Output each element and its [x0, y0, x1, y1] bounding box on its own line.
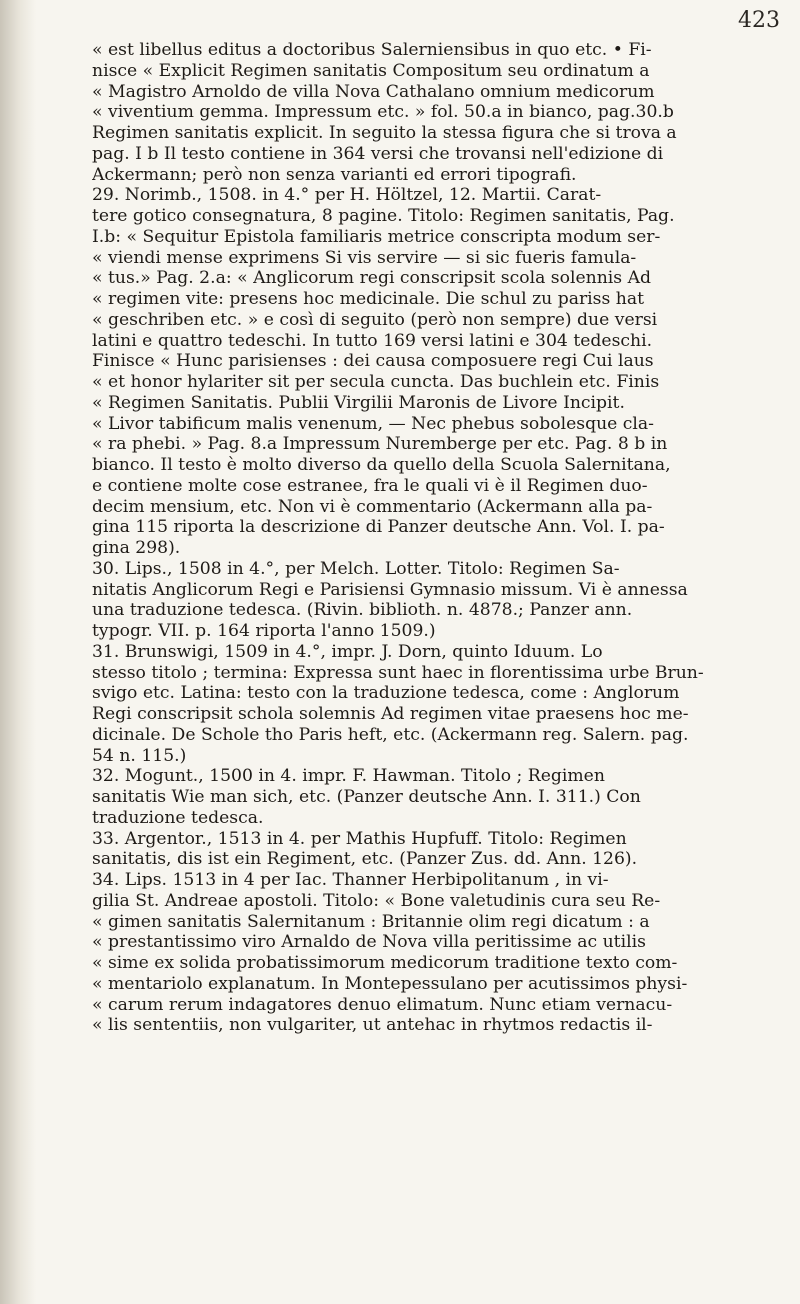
text-line: « tus.» Pag. 2.a: « Anglicorum regi conscripsit scola solennis Ad — [92, 268, 651, 289]
text-line: « geschriben etc. » e così di seguito (però non sempre) due versi — [92, 309, 658, 330]
text-line: nisce « Explicit Regimen sanitatis Compositum seu ordinatum a — [92, 60, 650, 81]
page-text-block — [92, 40, 792, 1036]
text-line: una traduzione tedesca. (Rivin. biblioth. n. 4878.; Panzer ann. — [92, 600, 633, 621]
text-line: typogr. VII. p. 164 riporta l'anno 1509.) — [92, 621, 436, 641]
text-line: I.b: « Sequitur Epistola familiaris metrice conscripta modum ser- — [92, 226, 661, 247]
text-line: gilia St. Andreae apostoli. Titolo: « Bone valetudinis cura seu Re- — [92, 890, 661, 911]
text-line: latini e quattro tedeschi. In tutto 169 versi latini e 304 tedeschi. — [92, 330, 653, 351]
page-number: 423 — [738, 8, 780, 33]
text-line: 29. Norimb., 1508. in 4.° per H. Höltzel, 12. Martii. Carat- — [92, 185, 602, 206]
text-line: gina 298). — [92, 538, 181, 558]
text-line: tere gotico consegnatura, 8 pagine. Titolo: Regimen sanitatis, Pag. — [92, 206, 675, 226]
text-line: « prestantissimo viro Arnaldo de Nova villa peritissime ac utilis — [92, 932, 646, 953]
text-line: 34. Lips. 1513 in 4 per Iac. Thanner Herbipolitanum , in vi- — [92, 870, 609, 890]
text-line: Finisce « Hunc parisienses : dei causa composuere regi Cui laus — [92, 351, 654, 372]
text-line: 32. Mogunt., 1500 in 4. impr. F. Hawman. Titolo ; Regimen — [92, 766, 605, 787]
text-line: Regimen sanitatis explicit. In seguito la stessa figura che si trova a — [92, 123, 677, 143]
text-line: sanitatis, dis ist ein Regiment, etc. (Panzer Zus. dd. Ann. 126). — [92, 849, 638, 870]
text-line: « Magistro Arnoldo de villa Nova Cathalano omnium medicorum — [92, 81, 655, 102]
text-line: « regimen vite: presens hoc medicinale. Die schul zu pariss hat — [92, 289, 644, 309]
text-line: « Regimen Sanitatis. Publii Virgilii Maronis de Livore Incipit. — [92, 392, 625, 413]
text-line: traduzione tedesca. — [92, 807, 264, 828]
text-line: « est libellus editus a doctoribus Salerniensibus in quo etc. • Fi- — [92, 40, 652, 60]
text-line: « mentariolo explanatum. In Montepessulano per acutissimos physi- — [92, 973, 688, 994]
text-line: decim mensium, etc. Non vi è commentario (Ackermann alla pa- — [92, 496, 653, 517]
text-line: 54 n. 115.) — [92, 745, 187, 766]
text-line: « viventium gemma. Impressum etc. » fol. 50.a in bianco, pag.30.b — [92, 102, 674, 123]
text-line: « lis sententiis, non vulgariter, ut antehac in rhytmos redactis il- — [92, 1015, 653, 1036]
text-line: 31. Brunswigi, 1509 in 4.°, impr. J. Dorn, quinto Iduum. Lo — [92, 641, 603, 662]
text-line: nitatis Anglicorum Regi e Parisiensi Gymnasio missum. Vi è annessa — [92, 579, 688, 600]
text-line: « sime ex solida probatissimorum medicorum traditione texto com- — [92, 953, 678, 973]
text-line: 33. Argentor., 1513 in 4. per Mathis Hupfuff. Titolo: Regimen — [92, 828, 627, 849]
text-line: svigo etc. Latina: testo con la traduzione tedesca, come : Anglorum — [92, 683, 680, 704]
book-spine-shadow — [0, 0, 36, 1304]
text-line: sanitatis Wie man sich, etc. (Panzer deutsche Ann. I. 311.) Con — [92, 787, 641, 807]
text-line: gina 115 riporta la descrizione di Panzer deutsche Ann. Vol. I. pa- — [92, 517, 665, 538]
text-line: « Livor tabificum malis venenum, — Nec phebus sobolesque cla- — [92, 413, 654, 434]
text-line: e contiene molte cose estranee, fra le quali vi è il Regimen duo- — [92, 475, 648, 496]
text-line: « ra phebi. » Pag. 8.a Impressum Nuremberge per etc. Pag. 8 b in — [92, 434, 668, 455]
text-line: « et honor hylariter sit per secula cuncta. Das buchlein etc. Finis — [92, 372, 660, 392]
text-line: dicinale. De Schole tho Paris heft, etc. (Ackermann reg. Salern. pag. — [92, 724, 689, 745]
text-line: « gimen sanitatis Salernitanum : Britannie olim regi dicatum : a — [92, 911, 650, 932]
text-line: « viendi mense exprimens Si vis servire — si sic fueris famula- — [92, 247, 637, 268]
text-line: Ackermann; però non senza varianti ed errori tipografi. — [92, 164, 577, 185]
text-line: 30. Lips., 1508 in 4.°, per Melch. Lotter. Titolo: Regimen Sa- — [92, 558, 620, 579]
text-line: Regi conscripsit schola solemnis Ad regimen vitae praesens hoc me- — [92, 704, 689, 724]
text-line: pag. I b Il testo contiene in 364 versi che trovansi nell'edizione di — [92, 143, 664, 164]
text-line: stesso titolo ; termina: Expressa sunt haec in florentissima urbe Brun- — [92, 662, 704, 683]
text-line: bianco. Il testo è molto diverso da quello della Scuola Salernitana, — [92, 455, 671, 475]
text-line: « carum rerum indagatores denuo elimatum. Nunc etiam vernacu- — [92, 994, 673, 1015]
